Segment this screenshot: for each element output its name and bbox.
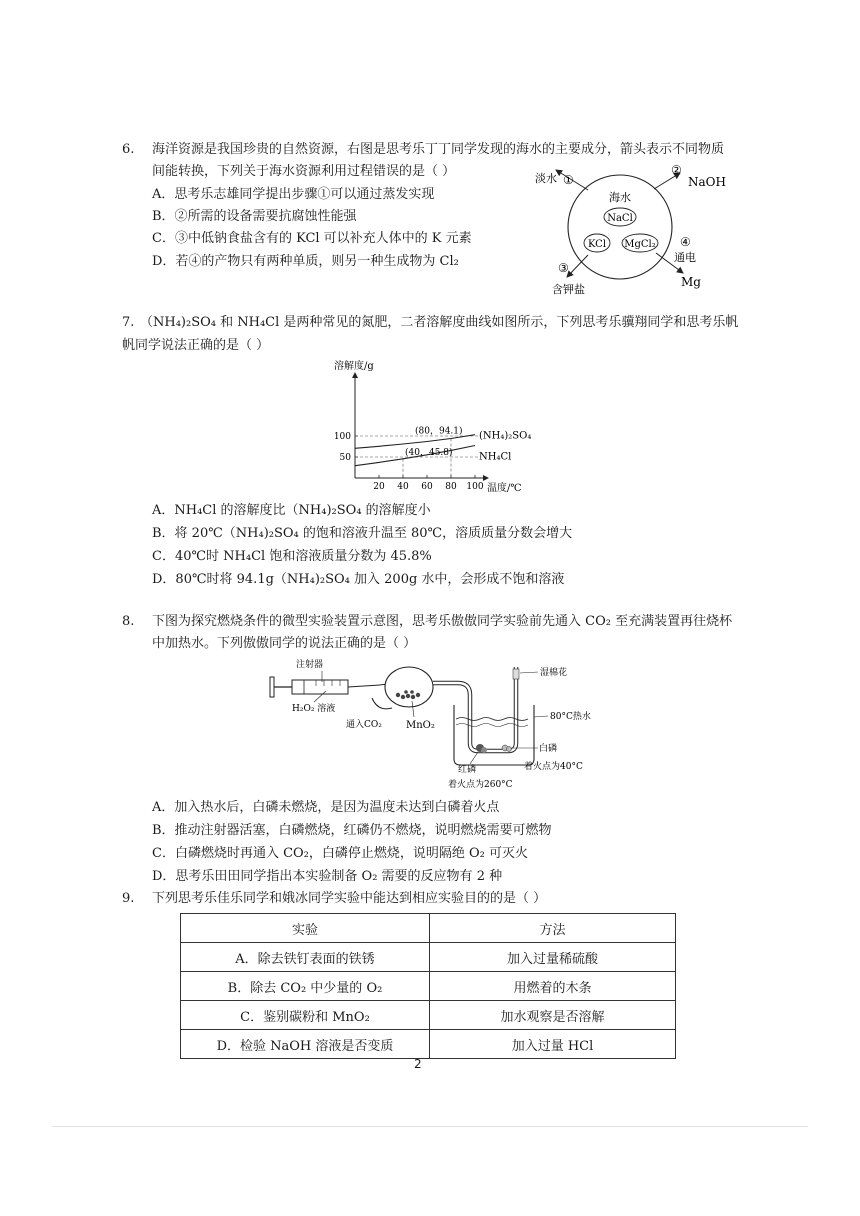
- series-label-nh4cl: NH₄Cl: [479, 451, 512, 463]
- q8-option-d: D．思考乐田田同学指出本实验制备 O₂ 需要的反应物有 2 种: [152, 869, 503, 884]
- table-row: [181, 1030, 676, 1059]
- q9-stem: 下列思考乐佳乐同学和娥冰同学实验中能达到相应实验目的的是（ ）: [152, 891, 547, 906]
- step3-marker: ③: [558, 261, 569, 275]
- mgcl2-label: MgCl₂: [624, 239, 656, 250]
- x-axis-label: 温度/℃: [487, 483, 522, 494]
- experiment-cell: C．鉴别碳粉和 MnO₂: [181, 1001, 430, 1030]
- q8-option-b: B．推动注射器活塞，白磷燃烧，红磷仍不燃烧，说明燃烧需要可燃物: [152, 823, 552, 838]
- page-divider: [52, 1126, 808, 1127]
- y-tick-label: 50: [339, 453, 351, 463]
- experiment-cell: B．除去 CO₂ 中少量的 O₂: [181, 972, 430, 1001]
- white-p-ignition-label: 着火点为40°C: [524, 762, 583, 772]
- solubility-chart: [320, 355, 550, 495]
- q6-option-c: C．③中低钠食盐含有的 KCl 可以补充人体中的 K 元素: [152, 231, 472, 246]
- table-row: [181, 943, 676, 972]
- series-line-nh4-2-so4: [355, 435, 475, 449]
- method-cell: 加入过量 HCl: [430, 1030, 676, 1059]
- step2-label: NaOH: [688, 175, 726, 189]
- x-tick-label: 60: [421, 482, 433, 492]
- cotton-label: 湿棉花: [540, 668, 568, 678]
- x-tick-label: 20: [373, 482, 385, 492]
- mno2-label: MnO₂: [406, 720, 435, 731]
- table-row: [181, 972, 676, 1001]
- step4-product: Mg: [681, 275, 701, 289]
- q7-number: 7.: [122, 315, 135, 330]
- q6-option-b: B．②所需的设备需要抗腐蚀性能强: [152, 209, 357, 224]
- series-label-nh4-2-so4: (NH₄)₂SO₄: [479, 430, 532, 442]
- x-tick-label: 100: [466, 482, 484, 492]
- q7-option-a: A．NH₄Cl 的溶解度比（NH₄)₂SO₄ 的溶解度小: [152, 503, 431, 518]
- step1-marker: ①: [563, 173, 574, 187]
- method-cell: 用燃着的木条: [430, 972, 676, 1001]
- header-method: 方法: [430, 914, 676, 943]
- q8-stem-line1: 下图为探究燃烧条件的微型实验装置示意图，思考乐傲傲同学实验前先通入 CO₂ 至充满装置再往烧杯: [152, 614, 733, 629]
- q8-number: 8.: [122, 614, 135, 629]
- step2-marker: ②: [671, 163, 682, 177]
- method-cell: 加入过量稀硫酸: [430, 943, 676, 972]
- x-tick-label: 40: [397, 482, 409, 492]
- syringe-label: 注射器: [296, 660, 324, 670]
- table-header-row: [181, 914, 676, 943]
- q8-option-a: A．加入热水后，白磷未燃烧，是因为温度未达到白磷着火点: [152, 800, 500, 815]
- wet-cotton: [513, 669, 519, 679]
- q7-option-c: C．40℃时 NH₄Cl 饱和溶液质量分数为 45.8%: [152, 549, 432, 564]
- step4-marker: ④: [680, 235, 691, 249]
- q6-number: 6.: [122, 142, 135, 157]
- combustion-apparatus: [262, 655, 602, 795]
- q7-stem-line2: 帆同学说法正确的是（ ）: [122, 338, 270, 353]
- seawater-label: 海水: [609, 191, 631, 204]
- experiment-table: [180, 913, 676, 1059]
- nacl-label: NaCl: [607, 213, 633, 224]
- annotation-40-45: (40，45.8): [405, 447, 453, 458]
- experiment-cell: D．检验 NaOH 溶液是否变质: [181, 1030, 430, 1059]
- red-p-ignition-label: 着火点为260°C: [448, 780, 513, 790]
- hot-water-label: 80°C热水: [550, 712, 591, 722]
- kcl-label: KCl: [587, 239, 607, 250]
- annotation-80-94: (80，94.1): [415, 426, 463, 437]
- q8-option-c: C．白磷燃烧时再通入 CO₂，白磷停止燃烧，说明隔绝 O₂ 可灭火: [152, 846, 529, 861]
- method-cell: 加水观察是否溶解: [430, 1001, 676, 1030]
- white-p-label: 白磷: [539, 744, 558, 754]
- co2-inlet-label: 通入CO₂: [346, 720, 382, 730]
- reaction-flask: [385, 667, 433, 707]
- step3-label: 含钾盐: [552, 283, 585, 296]
- table-row: [181, 1001, 676, 1030]
- q7-option-b: B．将 20℃（NH₄)₂SO₄ 的饱和溶液升温至 80℃，溶质质量分数会增大: [152, 526, 573, 541]
- step1-label: 淡水: [535, 172, 557, 185]
- beaker: [454, 705, 534, 765]
- syringe: [270, 677, 392, 697]
- step4-label: 通电: [674, 251, 696, 264]
- q7-stem-line1: （NH₄)₂SO₄ 和 NH₄Cl 是两种常见的氮肥，二者溶解度曲线如图所示，下列思考乐骥翔同学和思考乐帆: [140, 315, 739, 330]
- q6-option-d: D．若④的产物只有两种单质，则另一种生成物为 Cl₂: [152, 254, 459, 269]
- q8-stem-line2: 中加热水。下列傲傲同学的说法正确的是（ ）: [152, 636, 417, 651]
- y-tick-label: 100: [333, 432, 351, 442]
- x-tick-label: 80: [445, 482, 457, 492]
- seawater-diagram: [530, 160, 740, 300]
- h2o2-label: H₂O₂ 溶液: [292, 704, 336, 714]
- page-number: 2: [414, 1057, 422, 1071]
- q6-stem-line1: 海洋资源是我国珍贵的自然资源，右图是思考乐丁丁同学发现的海水的主要成分，箭头表示不同物质: [152, 142, 725, 157]
- red-p-label: 红磷: [458, 765, 477, 775]
- q6-option-a: A．思考乐志雄同学提出步骤①可以通过蒸发实现: [152, 187, 435, 202]
- header-experiment: 实验: [181, 914, 430, 943]
- q7-option-d: D．80℃时将 94.1g（NH₄)₂SO₄ 加入 200g 水中，会形成不饱和溶液: [152, 572, 565, 587]
- q9-number: 9.: [122, 891, 135, 906]
- experiment-cell: A．除去铁钉表面的铁锈: [181, 943, 430, 972]
- y-axis-label: 溶解度/g: [334, 361, 374, 372]
- q6-stem-line2: 间能转换，下列关于海水资源利用过程错误的是（ ）: [152, 164, 456, 179]
